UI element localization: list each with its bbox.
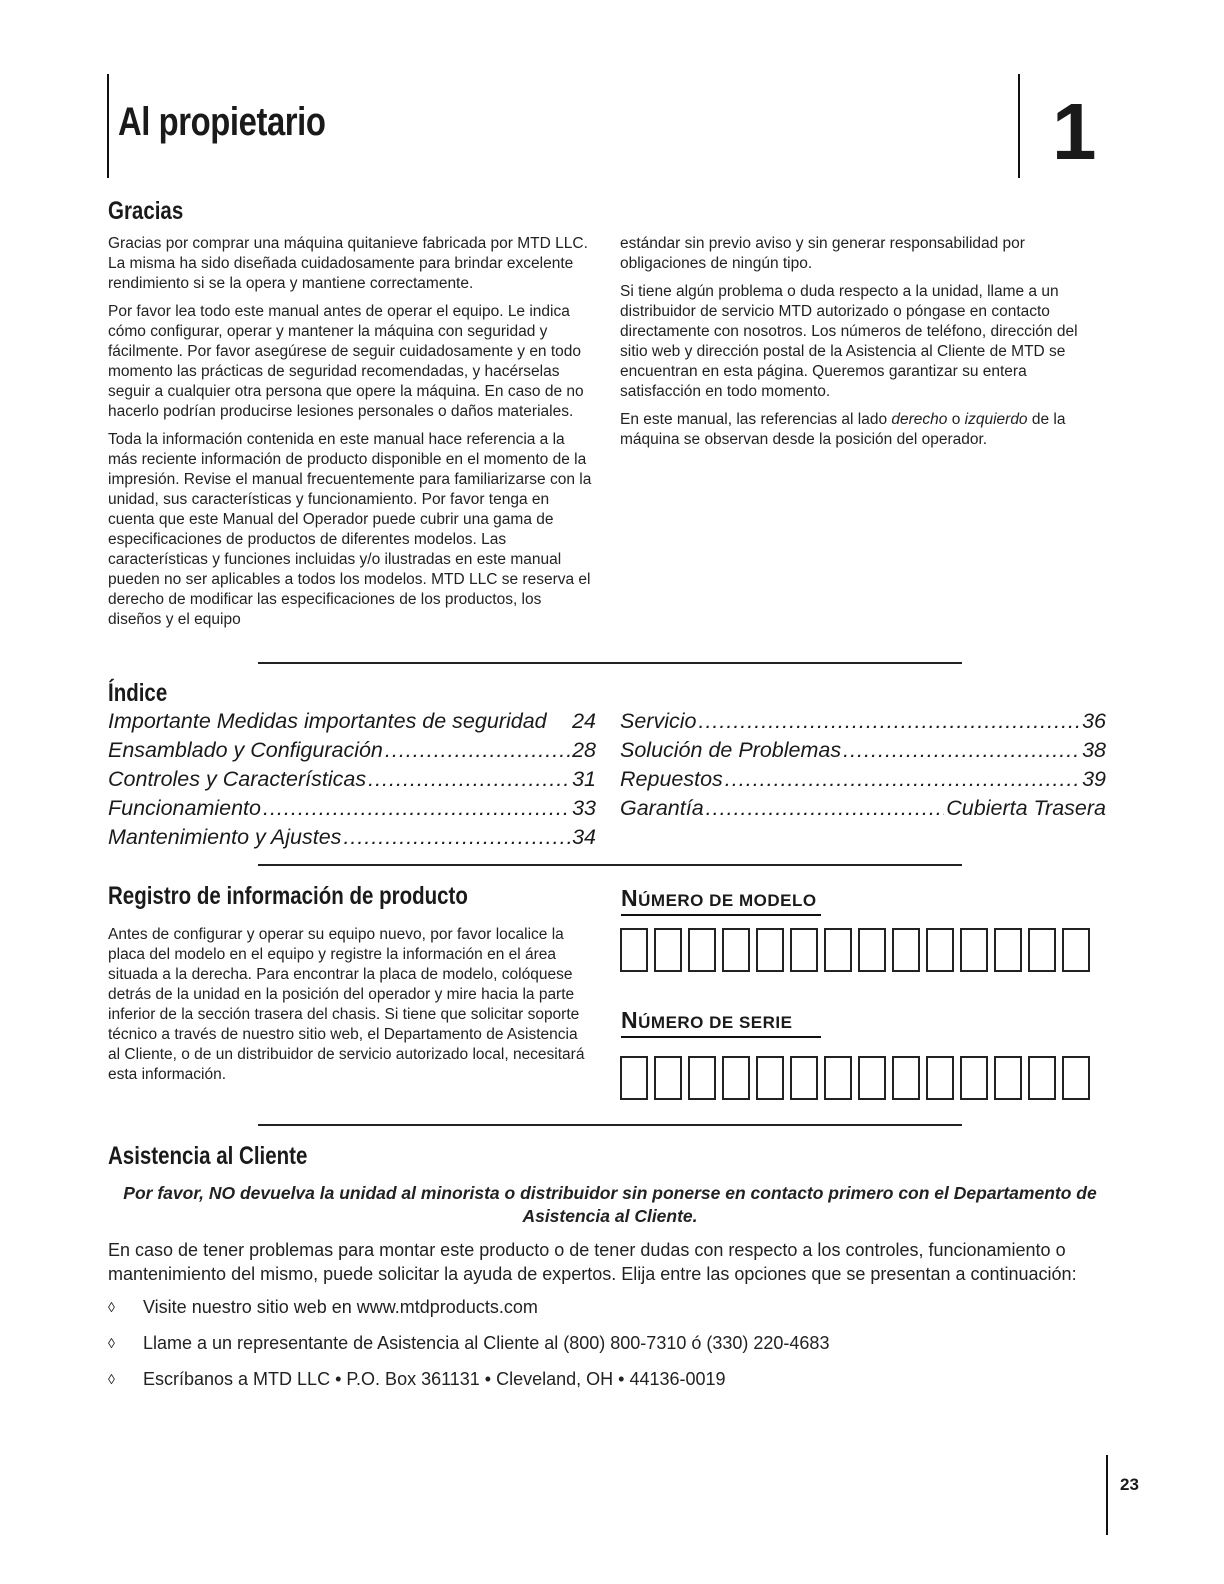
toc-leader (368, 765, 570, 794)
toc-leader (385, 736, 570, 765)
toc-entry-page: 39 (1082, 767, 1106, 791)
toc-right-column (620, 707, 1106, 823)
toc-entry-label: Funcionamiento (108, 796, 261, 820)
gracias-right-paragraph-3 (620, 410, 1108, 450)
serial-digit-box[interactable] (824, 1056, 852, 1100)
toc-entry[interactable] (620, 707, 1106, 736)
gracias-paragraph-2: Por favor lea todo este manual antes de operar el equipo. Le indica cómo configurar, operar y mantener la máquina con seguridad y fácilmente. Por favor asegúrese de seguir cuidadosamente y en todo momento las prácticas de seguridad recomendadas, y hacérselas seguir a cualquier otra persona que opere la máquina. En caso de no hacerlo podrían producirse lesiones personales o daños materiales. (108, 303, 584, 420)
gracias-right-paragraph-2: Si tiene algún problema o duda respecto a la unidad, llame a un distribuidor de servicio MTD autorizado o póngase en contacto directamente con nosotros. Los números de teléfono, dirección del sitio web y dirección postal de la Asistencia al Cliente de MTD se encuentran en esta página. Queremos garantizar su entera satisfacción en todo momento. (620, 283, 1078, 400)
model-digit-box[interactable] (620, 928, 648, 972)
orientation-text-a: En este manual, las referencias al lado (620, 411, 892, 428)
serial-digit-box[interactable] (858, 1056, 886, 1100)
orientation-emphasis-left: izquierdo (964, 411, 1028, 428)
toc-entry-page: 24 (572, 709, 596, 733)
serial-digit-box[interactable] (756, 1056, 784, 1100)
registro-body: Antes de configurar y operar su equipo nuevo, por favor localice la placa del modelo en el equipo y registre la información en el área situada a la derecha. Para encontrar la placa de modelo, colóquese detrás de la unidad en la posición del operador y mire hacia la parte inferior de la sección trasera del chasis. Si tiene que solicitar soporte técnico a través de nuestro sitio web, el Departamento de Asistencia al Cliente, o de un distribuidor de servicio autorizado local, necesitará esta información. (108, 926, 585, 1083)
model-digit-box[interactable] (1028, 928, 1056, 972)
toc-leader (843, 736, 1080, 765)
toc-entry-page: 34 (572, 825, 596, 849)
model-digit-box[interactable] (926, 928, 954, 972)
toc-entry[interactable] (108, 823, 596, 852)
toc-entry[interactable] (620, 736, 1106, 765)
model-digit-box[interactable] (688, 928, 716, 972)
model-digit-box[interactable] (1062, 928, 1090, 972)
toc-leader (706, 794, 945, 823)
model-digit-box[interactable] (892, 928, 920, 972)
serial-digit-box[interactable] (994, 1056, 1022, 1100)
serial-digit-box[interactable] (1028, 1056, 1056, 1100)
chapter-number-bar (1018, 74, 1020, 178)
model-digit-box[interactable] (722, 928, 750, 972)
toc-entry[interactable] (108, 794, 596, 823)
serial-digit-box[interactable] (790, 1056, 818, 1100)
assistance-option-text: Visite nuestro sitio web en www.mtdproducts.com (143, 1297, 538, 1317)
serial-digit-box[interactable] (926, 1056, 954, 1100)
model-number-label (621, 885, 821, 916)
bullet-diamond-icon: ◊ (108, 1335, 115, 1351)
gracias-paragraph-1: Gracias por comprar una máquina quitanieve fabricada por MTD LLC. La misma ha sido diseñada cuidadosamente para brindar excelente rendimiento si se la opera y mantiene correctamente. (108, 235, 588, 292)
model-label-rest: ÚMERO DE MODELO (638, 891, 817, 910)
orientation-emphasis-right: derecho (891, 411, 948, 428)
assistance-option-text: Llame a un representante de Asistencia al Cliente al (800) 800-7310 ó (330) 220-4683 (143, 1333, 830, 1353)
serial-digit-box[interactable] (688, 1056, 716, 1100)
assistance-option-phone (108, 1333, 829, 1354)
bullet-diamond-icon: ◊ (108, 1371, 115, 1387)
toc-entry-label: Mantenimiento y Ajustes (108, 825, 342, 849)
serial-label-rest: ÚMERO DE SERIE (638, 1013, 793, 1032)
asistencia-heading: Asistencia al Cliente (108, 1142, 308, 1170)
gracias-left-column (108, 234, 594, 638)
section-divider-2 (258, 864, 962, 866)
toc-entry[interactable] (620, 794, 1106, 823)
assistance-option-text: Escríbanos a MTD LLC • P.O. Box 361131 • Cleveland, OH • 44136-0019 (143, 1369, 726, 1389)
toc-entry-label: Repuestos (620, 767, 723, 791)
toc-entry-label: Garantía (620, 796, 704, 820)
model-digit-box[interactable] (994, 928, 1022, 972)
model-digit-box[interactable] (858, 928, 886, 972)
gracias-right-column (620, 234, 1108, 458)
toc-left-column (108, 707, 596, 852)
model-number-boxes[interactable] (620, 928, 1096, 972)
toc-entry[interactable] (108, 707, 596, 736)
serial-digit-box[interactable] (960, 1056, 988, 1100)
serial-digit-box[interactable] (620, 1056, 648, 1100)
model-digit-box[interactable] (756, 928, 784, 972)
orientation-text-b: o (947, 411, 965, 428)
toc-entry-label: Importante Medidas importantes de seguridad (108, 709, 547, 733)
serial-label-initial: N (621, 1007, 639, 1033)
registro-heading: Registro de información de producto (108, 882, 468, 910)
toc-entry[interactable] (620, 765, 1106, 794)
section-divider-3 (258, 1124, 962, 1126)
toc-entry-page: 33 (572, 796, 596, 820)
serial-number-boxes[interactable] (620, 1056, 1096, 1100)
toc-leader (725, 765, 1080, 794)
toc-entry-label: Ensamblado y Configuración (108, 738, 383, 762)
page-number: 23 (1120, 1475, 1139, 1494)
serial-number-label (621, 1007, 821, 1038)
indice-heading: Índice (108, 679, 168, 707)
toc-leader (263, 794, 570, 823)
toc-entry-page: 38 (1082, 738, 1106, 762)
gracias-right-paragraph-1: estándar sin previo aviso y sin generar responsabilidad por obligaciones de ningún tipo. (620, 235, 1025, 272)
toc-entry-label: Servicio (620, 709, 697, 733)
bullet-diamond-icon: ◊ (108, 1299, 115, 1315)
model-label-initial: N (621, 885, 639, 911)
assistance-intro: En caso de tener problemas para montar este producto o de tener dudas con respecto a los controles, funcionamiento o mantenimiento del mismo, puede solicitar la ayuda de expertos. Elija entre las opciones que se presentan a continuación: (108, 1240, 1077, 1284)
toc-leader (343, 823, 570, 852)
toc-entry-label: Solución de Problemas (620, 738, 842, 762)
return-notice: Por favor, NO devuelva la unidad al minorista o distribuidor sin ponerse en contacto primero con el Departamento de Asistencia al Cliente. (123, 1183, 1097, 1226)
chapter-title-bar (107, 74, 109, 178)
toc-leader (698, 707, 1080, 736)
assistance-option-mail (108, 1369, 726, 1390)
serial-digit-box[interactable] (1062, 1056, 1090, 1100)
page-number-bar (1106, 1455, 1108, 1535)
serial-digit-box[interactable] (654, 1056, 682, 1100)
toc-entry-page: 36 (1082, 709, 1106, 733)
gracias-paragraph-3: Toda la información contenida en este manual hace referencia a la más reciente información de producto disponible en el momento de la impresión. Revise el manual frecuentemente para familiarizarse con la unidad, sus características y funcionamiento. Por favor tenga en cuenta que este Manual del Operador puede cubrir una gama de especificaciones de productos de diferentes modelos. Las características y funciones incluidas y/o ilustradas en este manual pueden no ser aplicables a todos los modelos. MTD LLC se reserva el derecho de modificar las especificaciones de los productos, los diseños y el equipo (108, 431, 592, 628)
toc-entry[interactable] (108, 765, 596, 794)
toc-entry-page: 28 (572, 738, 596, 762)
orientation-text-c: de la máquina se observan desde la posición del operador. (620, 411, 1066, 448)
toc-entry-page: 31 (572, 767, 596, 791)
toc-entry-page: Cubierta Trasera (946, 796, 1106, 820)
section-divider-1 (258, 662, 962, 664)
chapter-title: Al propietario (118, 100, 326, 144)
gracias-heading: Gracias (108, 197, 184, 225)
model-digit-box[interactable] (790, 928, 818, 972)
assistance-option-website (108, 1297, 538, 1318)
toc-entry-label: Controles y Características (108, 767, 367, 791)
serial-digit-box[interactable] (722, 1056, 750, 1100)
toc-entry[interactable] (108, 736, 596, 765)
model-digit-box[interactable] (824, 928, 852, 972)
chapter-number: 1 (1052, 87, 1097, 176)
serial-digit-box[interactable] (892, 1056, 920, 1100)
model-digit-box[interactable] (654, 928, 682, 972)
model-digit-box[interactable] (960, 928, 988, 972)
